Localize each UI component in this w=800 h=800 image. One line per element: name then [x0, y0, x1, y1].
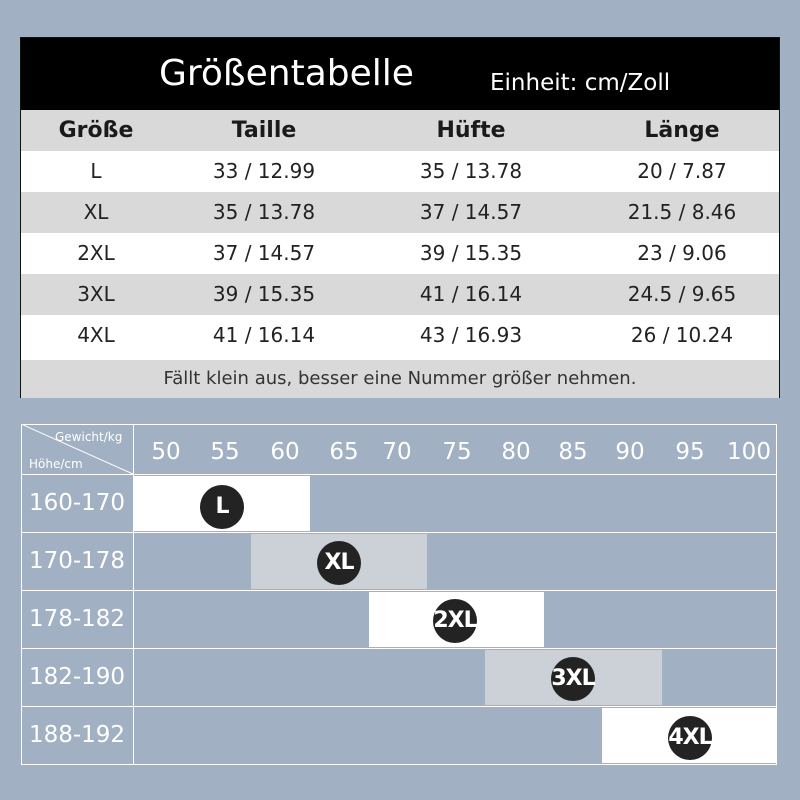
- grid-line: [776, 424, 777, 765]
- hip-cell: 37 / 14.57: [419, 200, 523, 224]
- height-label: 188-192: [28, 722, 126, 748]
- weight-axis-label: Gewicht/kg: [55, 430, 123, 444]
- weight-label: 90: [615, 439, 645, 465]
- size-badge-4xl: 4XL: [668, 716, 712, 760]
- table-unit: Einheit: cm/Zoll: [490, 70, 671, 96]
- height-axis-label: Höhe/cm: [29, 457, 83, 471]
- weight-label: 80: [501, 439, 531, 465]
- length-cell: 21.5 / 8.46: [627, 200, 737, 224]
- table-row: [21, 274, 779, 315]
- height-weight-chart: [21, 424, 777, 765]
- size-table: [20, 37, 780, 398]
- weight-label: 65: [329, 439, 359, 465]
- waist-cell: 37 / 14.57: [212, 241, 316, 265]
- grid-line: [21, 532, 777, 533]
- table-header: [21, 38, 779, 110]
- weight-label: 95: [675, 439, 705, 465]
- table-row: [21, 233, 779, 274]
- waist-cell: 35 / 13.78: [212, 200, 316, 224]
- hip-cell: 43 / 16.93: [419, 323, 523, 347]
- size-cell: 2XL: [77, 241, 115, 265]
- size-badge-l: L: [200, 485, 244, 529]
- table-row: [21, 315, 779, 356]
- weight-label: 60: [270, 439, 300, 465]
- grid-line: [21, 764, 777, 765]
- length-cell: 20 / 7.87: [637, 159, 727, 183]
- length-cell: 24.5 / 9.65: [627, 282, 737, 306]
- size-cell: L: [90, 159, 102, 183]
- hip-cell: 41 / 16.14: [419, 282, 523, 306]
- table-title: Größentabelle: [159, 53, 414, 94]
- hip-cell: 35 / 13.78: [419, 159, 523, 183]
- size-cell: 3XL: [77, 282, 115, 306]
- waist-cell: 33 / 12.99: [212, 159, 316, 183]
- column-header-size: Größe: [58, 118, 134, 143]
- size-cell: 4XL: [77, 323, 115, 347]
- weight-label: 70: [382, 439, 412, 465]
- grid-line: [21, 590, 777, 591]
- hip-cell: 39 / 15.35: [419, 241, 523, 265]
- table-row: [21, 192, 779, 233]
- size-badge-2xl: 2XL: [433, 599, 477, 643]
- column-header-length: Länge: [644, 118, 720, 143]
- weight-label: 50: [151, 439, 181, 465]
- grid-line: [21, 706, 777, 707]
- waist-cell: 41 / 16.14: [212, 323, 316, 347]
- height-label: 182-190: [28, 664, 126, 690]
- weight-label: 100: [727, 439, 771, 465]
- weight-label: 75: [442, 439, 472, 465]
- column-header-hip: Hüfte: [436, 118, 506, 143]
- table-note: Fällt klein aus, besser eine Nummer größer nehmen.: [21, 360, 779, 398]
- length-cell: 26 / 10.24: [630, 323, 734, 347]
- table-header-row: [21, 110, 779, 151]
- size-cell: XL: [83, 200, 109, 224]
- grid-line: [21, 648, 777, 649]
- grid-line: [21, 424, 777, 425]
- waist-cell: 39 / 15.35: [212, 282, 316, 306]
- height-label: 160-170: [28, 490, 126, 516]
- grid-line: [21, 474, 777, 475]
- size-badge-xl: XL: [317, 541, 361, 585]
- length-cell: 23 / 9.06: [637, 241, 727, 265]
- column-header-waist: Taille: [231, 118, 297, 143]
- table-row: [21, 151, 779, 192]
- weight-label: 55: [210, 439, 240, 465]
- weight-label: 85: [558, 439, 588, 465]
- height-label: 178-182: [28, 606, 126, 632]
- height-label: 170-178: [28, 548, 126, 574]
- size-badge-3xl: 3XL: [551, 657, 595, 701]
